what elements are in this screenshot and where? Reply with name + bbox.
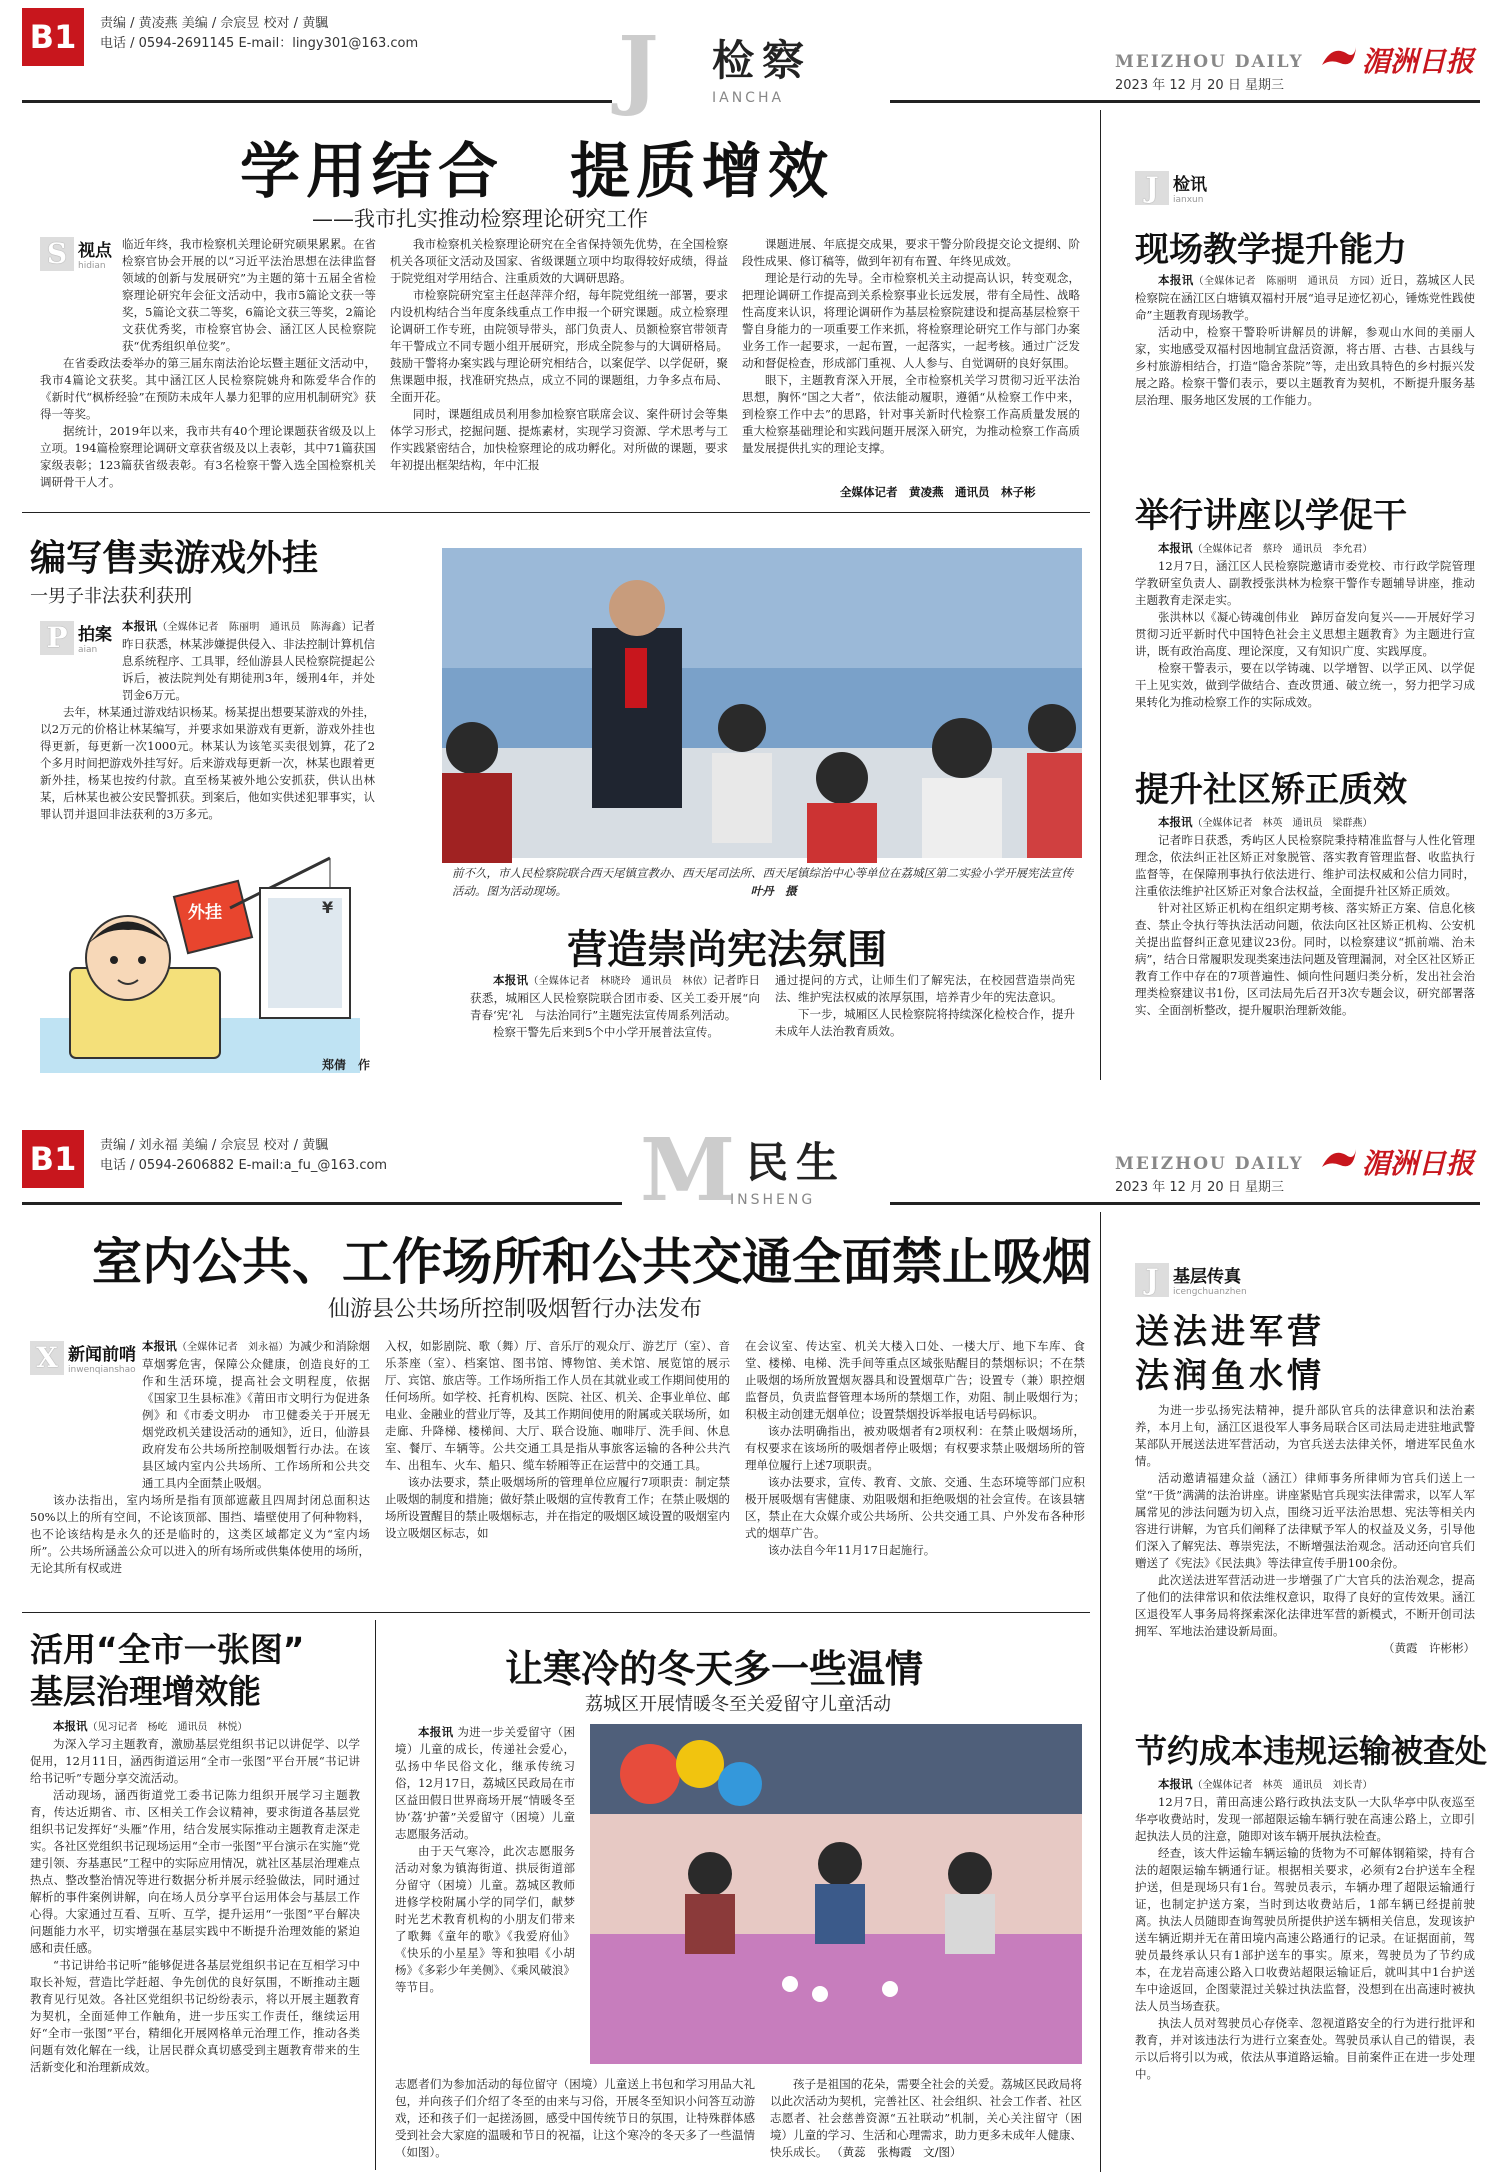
editors-line: 责编 / 黄凌燕 美编 / 佘宸昱 校对 / 黄颿	[100, 16, 329, 31]
tag-name: 基层传真	[1173, 1267, 1241, 1287]
sidebar-divider-2	[1100, 1212, 1101, 2172]
smoke-bottom-rule	[22, 1612, 1090, 1613]
xianfa-body-left: 本报讯（全媒体记者 林晓玲 通讯员 林依）记者昨日获悉，城厢区人民检察院联合团市委、区关工委开展“向青春‘宪’礼 与法治同行”主题宪法宣传周系列活动。 检察干警先后来到5个中小学开展普法宣传。	[470, 973, 760, 1039]
tag-letter: P	[40, 621, 74, 655]
lead-subheadline: ——我市扎实推动检察理论研究工作	[312, 207, 648, 231]
header-rule-left	[22, 100, 612, 103]
masthead-logo-2	[1320, 1142, 1474, 1182]
lead-column-1: 临近年终，我市检察机关理论研究硕果累累。在省检察官协会开展的以“习近平法治思想在法律监督领域的创新与发展研究”为主题的第十五届全省检察理论研究年会征文活动中，我市5篇论文获一等奖，5篇论文获二等奖，6篇论文获三等奖，2篇论文获优秀奖，市检察官协会、涵江区人民检察院获“优秀组织单位奖”。 在省委政法委举办的第三届东南法治论坛暨主题征文活动中，我市4篇论文获奖。其中涵江区人民检察院姚舟和陈爱华合作的《新时代“枫桥经验”在预防未成年人暴力犯罪的应用机制研究》获得一等奖。 据统计，2019年以来，我市共有40个理论课题获省级及以上立项。194篇检察理论调研文章获省级及以上表彰，其中71篇获国家级表彰；123篇获省级表彰。有3名检察干警入选全国检察机关调研骨干人才。	[40, 237, 376, 489]
masthead-logo	[1320, 40, 1474, 80]
sidebar-divider	[1100, 110, 1101, 1080]
contact-line: 电话 / 0594-2691145 E-mail：lingy301@163.com	[100, 36, 419, 51]
column-tag-jiceng	[1135, 1262, 1247, 1297]
smoke-column-2: 入权，如影剧院、歌（舞）厅、音乐厅的观众厅、游艺厅（室）、音乐茶座（室）、档案馆、图书馆、博物馆、美术馆、展览馆的展示厅、宾馆、旅店等。工作场所指工作人员在其就业或工作期间使用的任何场所。如学校、托育机构、医院、社区、机关、企事业单位、邮电业、金融业的营业厅等，及其工作期间使用的附属或关联场所，如走廊、升降梯、楼梯间、大厅、联合设施、咖啡厅、洗手间、休息室、餐厅、车辆等。公共交通工具是指从事旅客运输的各种公共汽车、出租车、火车、船只、缆车轿厢等正在运营中的交通工具。 该办法要求，禁止吸烟场所的管理单位应履行7项职责：制定禁止吸烟的制度和措施；做好禁止吸烟的宣传教育工作；在禁止吸烟的场所设置醒目的禁止吸烟标志，并在指定的吸烟区域设置的吸烟室内设立吸烟区标志，如	[385, 1339, 730, 1540]
lead-byline: 全媒体记者 黄凌燕 通讯员 林子彬	[840, 485, 1036, 499]
winter-headline: 让寒冷的冬天多一些温情	[505, 1647, 924, 1691]
waigua-headline: 编写售卖游戏外挂	[30, 538, 319, 579]
xianfa-body-right: 通过提问的方式，让师生们了解宪法，在校园营造崇尚宪法、维护宪法权威的浓厚氛围，培养青少年的宪法意识。 下一步，城厢区人民检察院将持续深化检校合作，提升未成年人法治教育质效。	[775, 973, 1075, 1038]
editor-info	[100, 14, 418, 54]
yizhangtu-headline-1: 活用“全市一张图”	[30, 1630, 305, 1669]
lecture-photo	[442, 548, 1082, 858]
tag-name: 视点	[78, 241, 112, 261]
jiceng-h2: 节约成本违规运输被查处	[1135, 1732, 1488, 1770]
column-divider	[375, 1620, 376, 2170]
contact-line: 电话 / 0594-2606882 E-mail:a_fu_@163.com	[100, 1158, 388, 1173]
jianxun-h3: 提升社区矫正质效	[1135, 770, 1407, 810]
issue-date-2: 2023 年 12 月 20 日 星期三	[1115, 1180, 1284, 1195]
masthead-chinese: 湄洲日报	[1362, 45, 1475, 78]
column-tag-jianxun	[1135, 170, 1207, 205]
winter-body-bottom-right: 孩子是祖国的花朵，需要全社会的关爱。荔城区民政局将以此次活动为契机，完善社区、社会组织、社会工作者、社区志愿者、社会慈善资源“五社联动”机制，关心关注留守（困境）儿童的学习、生活和心理需求，助力更多未成年人健康、快乐成长。 （黄蕊 张梅霞 文/图）	[770, 2077, 1082, 2159]
section-pinyin-2: INSHENG	[730, 1192, 816, 1208]
yizhangtu-headline-2: 基层治理增效能	[30, 1672, 261, 1711]
winter-body-left: 本报讯 为进一步关爱留守（困境）儿童的成长，传递社会爱心，弘扬中华民俗文化，继承传统习俗，12月17日，荔城区民政局在市区益田假日世界商场开展“情暖冬至 协‘荔’护蕾”关爱留守（困境）儿童志愿服务活动。 由于天气寒冷，此次志愿服务活动对象为镇海街道、拱辰街道部分留守（困境）儿童。荔城区教师进修学校附属小学的同学们，献梦时光艺术教育机构的小朋友们带来了歌舞《童年的歌》《我爱府仙》《快乐的小星星》等和独唱《小胡杨》《多彩少年美侧》、《乘风破浪》等节目。	[395, 1725, 587, 1994]
jiceng-h1-body: 为进一步弘扬宪法精神，提升部队官兵的法律意识和法治素养，本月上旬，涵江区退役军人事务局联合区司法局走进驻地武警某部队开展送法进军营活动，为官兵送去法律关怀，增进军民鱼水情。 活动邀请福建众益（涵江）律师事务所律师为官兵们送上一堂“干货”满满的法治讲座。讲座紧贴官兵现实法律需求，以军人军属常见的涉法问题为切入点，围绕习近平法治思想、宪法等相关内容进行讲解，为官兵们阐释了法律赋予军人的权益及义务，引导他们深入了解宪法、尊崇宪法，不断增强法治观念。活动还向官兵们赠送了《宪法》《民法典》等法律宣传手册100余份。 此次送法进军营活动进一步增强了广大官兵的法治观念，提高了他们的法律常识和依法维权意识，取得了良好的宣传效果。涵江区退役军人事务局将探索深化法律进军营的新模式，不断开创司法拥军、军地法治建设新局面。 （黄霞 许彬彬）	[1135, 1403, 1475, 1655]
section-title: 检察	[712, 36, 813, 85]
page-number-badge: B1	[22, 8, 84, 66]
lead-column-2: 我市检察机关检察理论研究在全省保持领先优势，在全国检察机关各项征文活动及国家、省级课题立项中均取得较好成绩，得益于院党组对学用结合、注重质效的大调研思路。 市检察院研究室主任赵萍萍介绍，每年院党组统一部署，要求内设机构结合当年度条线重点工作申报一个研究课题。成立检察理论调研工作专班，由院领导带头，部门负责人、员额检察官带领青年干警成立不同专题小组开展研究，形成全院参与的大调研格局。鼓励干警将办案实践与理论研究相结合，以案促学、以学促研，聚焦课题申报，找准研究热点，成立不同的课题组，力争多点布局、全面开花。 同时，课题组成员利用参加检察官联席会议、案件研讨会等集体学习形式，挖掘问题、提炼素材，实现学习资源、学术思考与工作实践紧密结合，加快检察理论的成功孵化。对所做的课题，要求年初提出框架结构，年中汇报	[390, 237, 728, 472]
section-letter: J	[618, 18, 659, 119]
winter-photo	[590, 1724, 1082, 2064]
header-rule-right	[890, 100, 1480, 103]
photo1-caption: 前不久，市人民检察院联合西天尾镇宣教办、西天尾司法所、西天尾镇综治中心等单位在荔城区第二实验小学开展宪法宣传活动。图为活动现场。 叶丹 摄	[452, 866, 1073, 898]
waigua-cartoon	[30, 848, 370, 1078]
jiceng-h1-line1: 送法进军营	[1135, 1312, 1325, 1352]
section-pinyin: IANCHA	[712, 90, 785, 106]
tag-pinyin: icengchuanzhen	[1173, 1287, 1247, 1297]
section-title-2: 民生	[746, 1138, 847, 1187]
tag-pinyin: inwenqianshao	[68, 1365, 136, 1375]
winter-body-bottom-left: 志愿者们为参加活动的每位留守（困境）儿童送上书包和学习用品大礼包，并向孩子们介绍了冬至的由来与习俗，开展冬至知识小问答互动游戏，还和孩子们一起搓汤圆，感受中国传统节日的氛围，让特殊群体感受到社会大家庭的温暖和节日的祝福，让这个寒冷的冬天多了一些温情（如图）。	[395, 2077, 755, 2159]
page-number-badge-2: B1	[22, 1130, 84, 1188]
editors-line: 责编 / 刘永福 美编 / 佘宸昱 校对 / 黄颿	[100, 1138, 329, 1153]
tag-name: 检讯	[1173, 175, 1207, 195]
xianfa-headline: 营造崇尚宪法氛围	[567, 927, 887, 973]
jianxun-h1-body: 本报讯（全媒体记者 陈丽明 通讯员 方园）近日，荔城区人民检察院在涵江区白塘镇双福村开展“追寻足迹忆初心，锤炼党性践使命”主题教育现场教学。 活动中，检察干警聆听讲解员的讲解，参观山水间的美丽人家，实地感受双福村因地制宜盘活资源，将古厝、古巷、古县线与乡村旅游相结合，打造“隐舍茶院”等，走出致具特色的乡村振兴发展之路。检察干警们表示，要以主题教育为契机，不断提升服务基层治理、服务地区发展的工作能力。	[1135, 273, 1475, 407]
cartoon-box-label: 外挂	[188, 903, 222, 923]
winter-subheadline: 荔城区开展情暖冬至关爱留守儿童活动	[585, 1694, 891, 1715]
classroom-photo-icon	[442, 548, 1082, 858]
waigua-subheadline: 一男子非法获利获刑	[30, 586, 192, 607]
tag-pinyin: ianxun	[1173, 195, 1204, 205]
waigua-body: 本报讯（全媒体记者 陈丽明 通讯员 陈海鑫）记者昨日获悉，林某涉嫌提供侵入、非法控制计算机信息系统程序、工具罪，经仙游县人民检察院提起公诉后，被法院判处有期徒刑3年，缓刑4年，并处罚金6万元。 去年，林某通过游戏结识杨某。杨某提出想要某游戏的外挂，以2万元的价格让林某编写，并要求如果游戏有更新，游戏外挂也得更新，每更新一次1000元。林某认为该笔买卖很划算，花了2个多月时间把游戏外挂写好。后来游戏每更新一次，林某也跟着更新外挂，杨某也按约付款。直至杨某被外地公安抓获，供认出林某，后林某也被公安民警抓获。到案后，他如实供述犯罪事实，认罪认罚并退回非法获利的3万多元。	[40, 619, 376, 821]
tag-letter: S	[40, 237, 74, 271]
jianxun-h3-body: 本报讯（全媒体记者 林英 通讯员 梁群燕） 记者昨日获悉，秀屿区人民检察院秉持精准监督与人性化管理理念，依法纠正社区矫正对象脱管、落实教育管理监督、收监执行监督等，在保障刑事执行依法进行、维护司法权威和公信力同时，注重依法维护社区矫正对象合法权益，全面提升社区矫正质效。 针对社区矫正机构在组织定期考核、落实矫正方案、信息化核查、禁止令执行等执法活动问题，依法向区社区矫正机构、公安机关提出监督纠正意见建议23份。同时，以检察建议“抓前端、治未病”，结合日常履职发现类案违法问题及管理漏洞，对全区社区矫正教育工作中存在的7项普遍性、倾向性问题归类分析，发出社会治理类检察建议书1份，区司法局先后召开3次专题会议，研究部署落实、全面剖析整改，提升履职治理新效能。	[1135, 815, 1475, 1017]
tag-pinyin: hidian	[78, 261, 106, 271]
wave-logo-icon	[1320, 1145, 1358, 1179]
cartoon-coin-label: ¥	[322, 898, 334, 917]
wave-logo-icon	[1320, 43, 1358, 77]
smoke-headline: 室内公共、工作场所和公共交通全面禁止吸烟	[92, 1233, 1092, 1291]
jianxun-h2-body: 本报讯（全媒体记者 蔡玲 通讯员 李允君） 12月7日，涵江区人民检察院邀请市委党校、市行政学院管理学教研室负责人、副教授张洪林为检察干警作专题辅导讲座，推动主题教育走深走实。 张洪林以《凝心铸魂创伟业 踔厉奋发向复兴——开展好学习贯彻习近平新时代中国特色社会主义思想主题教育》为主题进行宣讲，既有政治高度、理论深度，又有知识广度、实践厚度。 检察干警表示，要在以学铸魂、以学增智、以学正风、以学促干上见实效，做到学做结合、查改贯通、破立统一，努力把学习成果转化为推动检察工作的实际成效。	[1135, 541, 1475, 709]
jianxun-h2: 举行讲座以学促干	[1135, 496, 1407, 536]
tag-name: 新闻前哨	[68, 1345, 136, 1365]
smoke-subheadline: 仙游县公共场所控制吸烟暂行办法发布	[328, 1297, 703, 1322]
masthead-english-2: MEIZHOU DAILY	[1115, 1154, 1304, 1174]
tag-pinyin: aian	[78, 645, 98, 655]
tag-name: 拍案	[78, 625, 112, 645]
cartoon-signature: 郑倩 作	[322, 1058, 371, 1072]
lead-headline: 学用结合 提质增效	[240, 137, 834, 207]
masthead-english: MEIZHOU DAILY	[1115, 52, 1304, 72]
smoke-column-1: 本报讯（全媒体记者 刘永福）为减少和消除烟草烟雾危害，保障公众健康，创造良好的工作和生活环境，提高社会文明程度，依据《国家卫生县标准》《莆田市文明行为促进条例》和《市委文明办 市卫健委关于开展无烟党政机关建设活动的通知》，近日，仙游县政府发布公共场所控制吸烟暂行办法。在该县区域内室内公共场所、工作场所和公共交通工具内全面禁止吸烟。 该办法指出，室内场所是指有顶部遮蔽且四周封闭总面积达50%以上的所有空间，不论该顶部、围挡、墙壁使用了何种物料，也不论该结构是永久的还是临时的，这类区域都定义为“室内场所”。公共场所涵盖公众可以进入的所有场所或供集体使用的场所，无论其所有权或进	[30, 1339, 371, 1575]
header-rule-right-2	[890, 1202, 1480, 1205]
yizhangtu-body: 本报讯（见习记者 杨屹 通讯员 林悦） 为深入学习主题教育，激励基层党组织书记以讲促学、以学促用，12月11日，涵西街道运用“全市一张图”平台开展“书记讲给书记听”专题分享交流活动。 活动现场，涵西街道党工委书记陈力组织开展学习主题教育，传达近期省、市、区相关工作会议精神，要求街道各基层党组织书记发挥好“头雁”作用，结合发展实际推动主题教育走深走实。各社区党组织书记现场运用“全市一张图”平台演示在实施“党建引领、夯基惠民”工程中的实际应用情况，就社区基层治理难点热点、整改整治情况等进行数据分析并展示经验做法，同时通过解析的事件案例讲解，向在场人员分享平台运用体会与基层工作心得。大家通过互看、互听、互学，提升运用“一张图”平台解决问题能力水平，切实增强在基层实践中不断提升治理效能的紧迫感和责任感。 “书记讲给书记听”能够促进各基层党组织书记在互相学习中取长补短，营造比学赶超、争先创优的良好氛围，不断推动主题教育见行见效。各社区党组织书记纷纷表示，将以开展主题教育为契机，全面延伸工作触角，进一步压实工作责任，继续运用好“全市一张图”平台，精细化开展网格单元治理工作，推动各类问题有效化解在一线，让居民群众真切感受到主题教育带来的生活新变化和治理新成效。	[30, 1719, 360, 2074]
lead-column-3: 课题进展、年底提交成果，要求干警分阶段提交论文提纲、阶段性成果、修订稿等，做到年初有布置、年终见成效。 理论是行动的先导。全市检察机关主动提高认识，转变观念，把理论调研工作提高到关系检察事业长远发展，带有全局性、战略性高度来认识，将理论调研作为基层检察院建设和提高基层检察干警自身能力的一项重要工作来抓，将检察理论研究工作与部门办案业务工作一起要求，一起布置，一起落实，一起考核。通过广泛发动和督促检查，形成部门重视、人人参与、自觉调研的良好氛围。 眼下，主题教育深入开展，全市检察机关学习贯彻习近平法治思想，胸怀“国之大者”，依法能动履职，遵循“从检察工作中来，到检察工作中去”的思路，针对事关新时代检察工作高质量发展的重大检察基础理论和实践问题开展深入研究，为推动检察工作高质量发展提供扎实的理论支撑。	[742, 237, 1080, 455]
masthead-chinese: 湄洲日报	[1362, 1147, 1475, 1180]
tag-letter: J	[1135, 1263, 1169, 1297]
tag-letter: J	[1135, 171, 1169, 205]
editor-info-2	[100, 1136, 387, 1176]
header-rule-left-2	[22, 1202, 622, 1205]
cartoon-illustration-icon	[30, 848, 370, 1078]
jianxun-h1: 现场教学提升能力	[1135, 230, 1407, 270]
jiceng-h1-line2: 法润鱼水情	[1135, 1356, 1325, 1396]
section-letter-2: M	[640, 1120, 736, 1221]
activity-photo-icon	[590, 1724, 1082, 2064]
issue-date: 2023 年 12 月 20 日 星期三	[1115, 78, 1284, 93]
smoke-column-3: 在会议室、传达室、机关大楼入口处、一楼大厅、地下车库、食堂、楼梯、电梯、洗手间等重点区域张贴醒目的禁烟标识；不在禁止吸烟的场所放置烟灰器具和设置烟草广告；设置专（兼）职控烟监督员，负责监督管理本场所的禁烟工作，劝阻、制止吸烟行为；积极主动创建无烟单位；设置禁烟投诉举报电话号码标识。 该办法明确指出，被劝吸烟者有2项权利：在禁止吸烟场所，有权要求在该场所的吸烟者停止吸烟；有权要求禁止吸烟场所的管理单位履行上述7项职责。 该办法要求，宣传、教育、文旅、交通、生态环境等部门应积极开展吸烟有害健康、劝阻吸烟和拒绝吸烟的社会宣传。在该县辖区，禁止在大众媒介或公共场所、公共交通工具、户外发布各种形式的烟草广告。 该办法自今年11月17日起施行。	[745, 1339, 1085, 1557]
lead-bottom-rule	[22, 512, 1090, 513]
jiceng-h2-body: 本报讯（全媒体记者 林英 通讯员 刘长青） 12月7日，莆田高速公路行政执法支队一大队华亭中队夜巡至华亭收费站时，发现一部超限运输车辆行驶在高速公路上，立即引起执法人员的注意，随即对该车辆开展执法检查。 经查，该大件运输车辆运输的货物为不可解体钢箱梁，持有合法的超限运输车辆通行证。根据相关要求，必须有2台护送车全程护送，但是现场只有1台。驾驶员表示，车辆办理了超限运输通行证，也制定护送方案，当时到达收费站后，1部车辆已经提前驶离。执法人员随即查询驾驶员所提供护送车辆相关信息，发现该护送车辆近期并无在莆田境内高速公路通行的记录。在证据面前，驾驶员最终承认只有1部护送车的事实。原来，驾驶员为了节约成本，在龙岩高速公路入口收费站超限运输证后，就叫其中1台护送车中途返回，企图蒙混过关躲过执法监督，没想到在出高速时被执法人员当场查获。 执法人员对驾驶员心存侥幸、忽视道路安全的行为进行批评和教育，并对该违法行为进行立案查处。驾驶员承认自己的错误，表示以后将引以为戒，依法从事道路运输。目前案件正在进一步处理中。	[1135, 1777, 1475, 2081]
tag-letter: X	[30, 1341, 64, 1375]
